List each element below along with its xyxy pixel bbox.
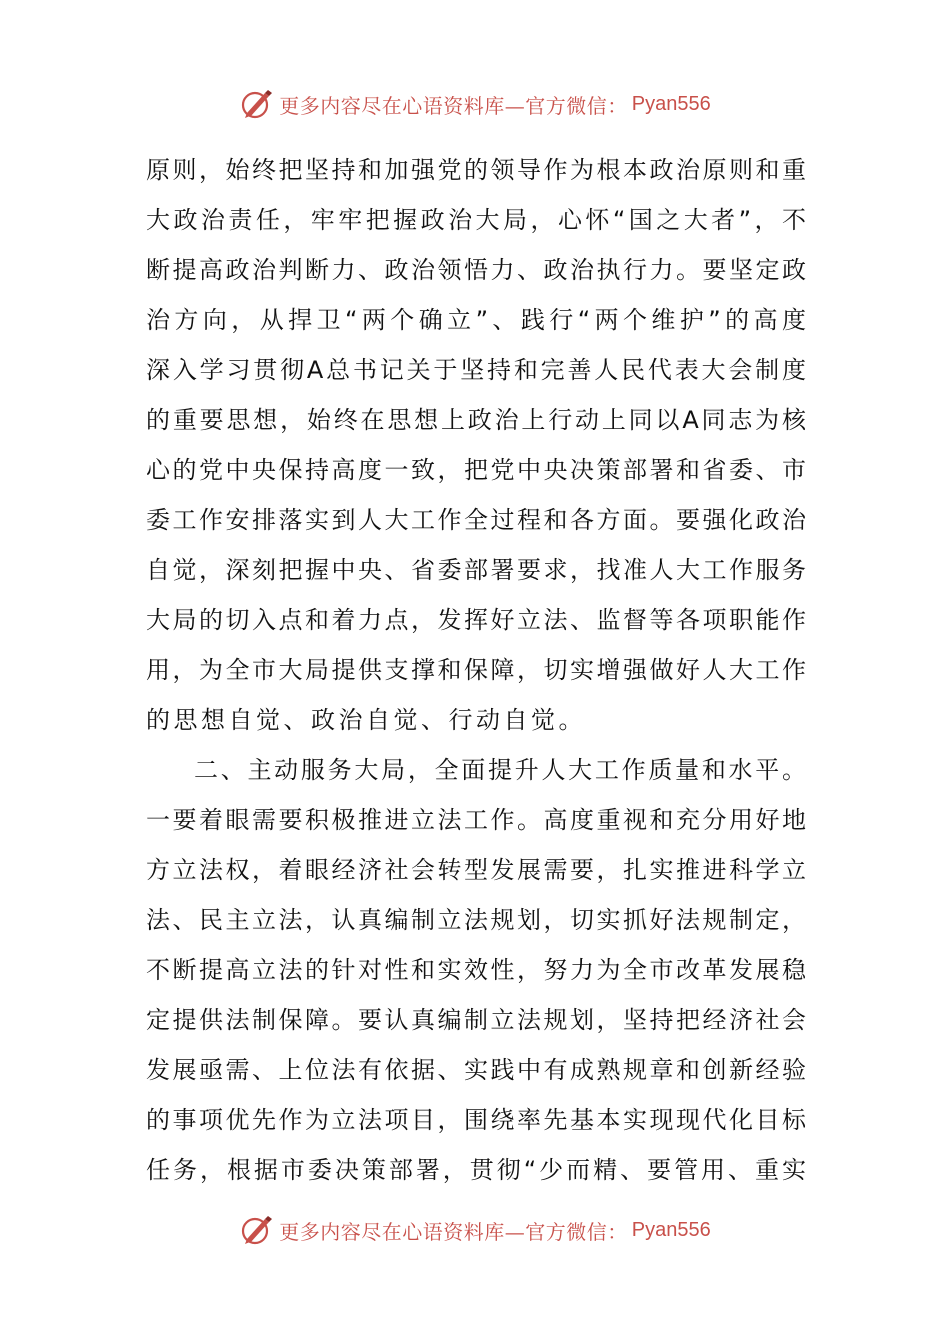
body-line: 一要着眼需要积极推进立法工作。高度重视和充分用好地 — [146, 806, 806, 834]
body-line: 用，为全市大局提供支撑和保障，切实增强做好人大工作 — [146, 656, 806, 684]
body-line: 断提高政治判断力、政治领悟力、政治执行力。要坚定政 — [146, 256, 806, 284]
paragraph-end-line: 的思想自觉、政治自觉、行动自觉。 — [146, 706, 586, 734]
pen-logo-icon — [239, 1213, 275, 1247]
body-line: 大局的切入点和着力点，发挥好立法、监督等各项职能作 — [146, 606, 806, 634]
body-line: 治方向，从捍卫“两个确立”、践行“两个维护”的高度 — [146, 306, 806, 334]
body-line: 法、民主立法，认真编制立法规划，切实抓好法规制定， — [146, 906, 806, 934]
body-line: 的重要思想，始终在思想上政治上行动上同以A同志为核 — [146, 406, 806, 434]
footer-watermark — [0, 1210, 950, 1250]
watermark-wechat-id: Pyan556 — [631, 92, 711, 115]
body-line: 的事项优先作为立法项目，围绕率先基本实现现代化目标 — [146, 1106, 806, 1134]
body-line: 原则，始终把坚持和加强党的领导作为根本政治原则和重 — [146, 156, 806, 184]
body-line: 任务，根据市委决策部署，贯彻“少而精、要管用、重实 — [146, 1156, 806, 1184]
header-watermark — [0, 84, 950, 124]
pen-logo-icon — [239, 87, 275, 121]
section-heading-line: 二、主动服务大局，全面提升人大工作质量和水平。 — [194, 756, 806, 784]
body-line: 深入学习贯彻A总书记关于坚持和完善人民代表大会制度 — [146, 356, 806, 384]
body-line: 方立法权，着眼经济社会转型发展需要，扎实推进科学立 — [146, 856, 806, 884]
body-line: 心的党中央保持高度一致，把党中央决策部署和省委、市 — [146, 456, 806, 484]
body-line: 自觉，深刻把握中央、省委部署要求，找准人大工作服务 — [146, 556, 806, 584]
document-body — [146, 145, 806, 1195]
body-line: 发展亟需、上位法有依据、实践中有成熟规章和创新经验 — [146, 1056, 806, 1084]
watermark-text: 更多内容尽在心语资料库—官方微信： — [279, 1219, 628, 1244]
body-line: 定提供法制保障。要认真编制立法规划，坚持把经济社会 — [146, 1006, 806, 1034]
watermark-wechat-id: Pyan556 — [631, 1218, 711, 1241]
body-line: 委工作安排落实到人大工作全过程和各方面。要强化政治 — [146, 506, 806, 534]
watermark-text: 更多内容尽在心语资料库—官方微信： — [279, 93, 628, 118]
body-line: 大政治责任，牢牢把握政治大局，心怀“国之大者”，不 — [146, 206, 806, 234]
body-line: 不断提高立法的针对性和实效性，努力为全市改革发展稳 — [146, 956, 806, 984]
